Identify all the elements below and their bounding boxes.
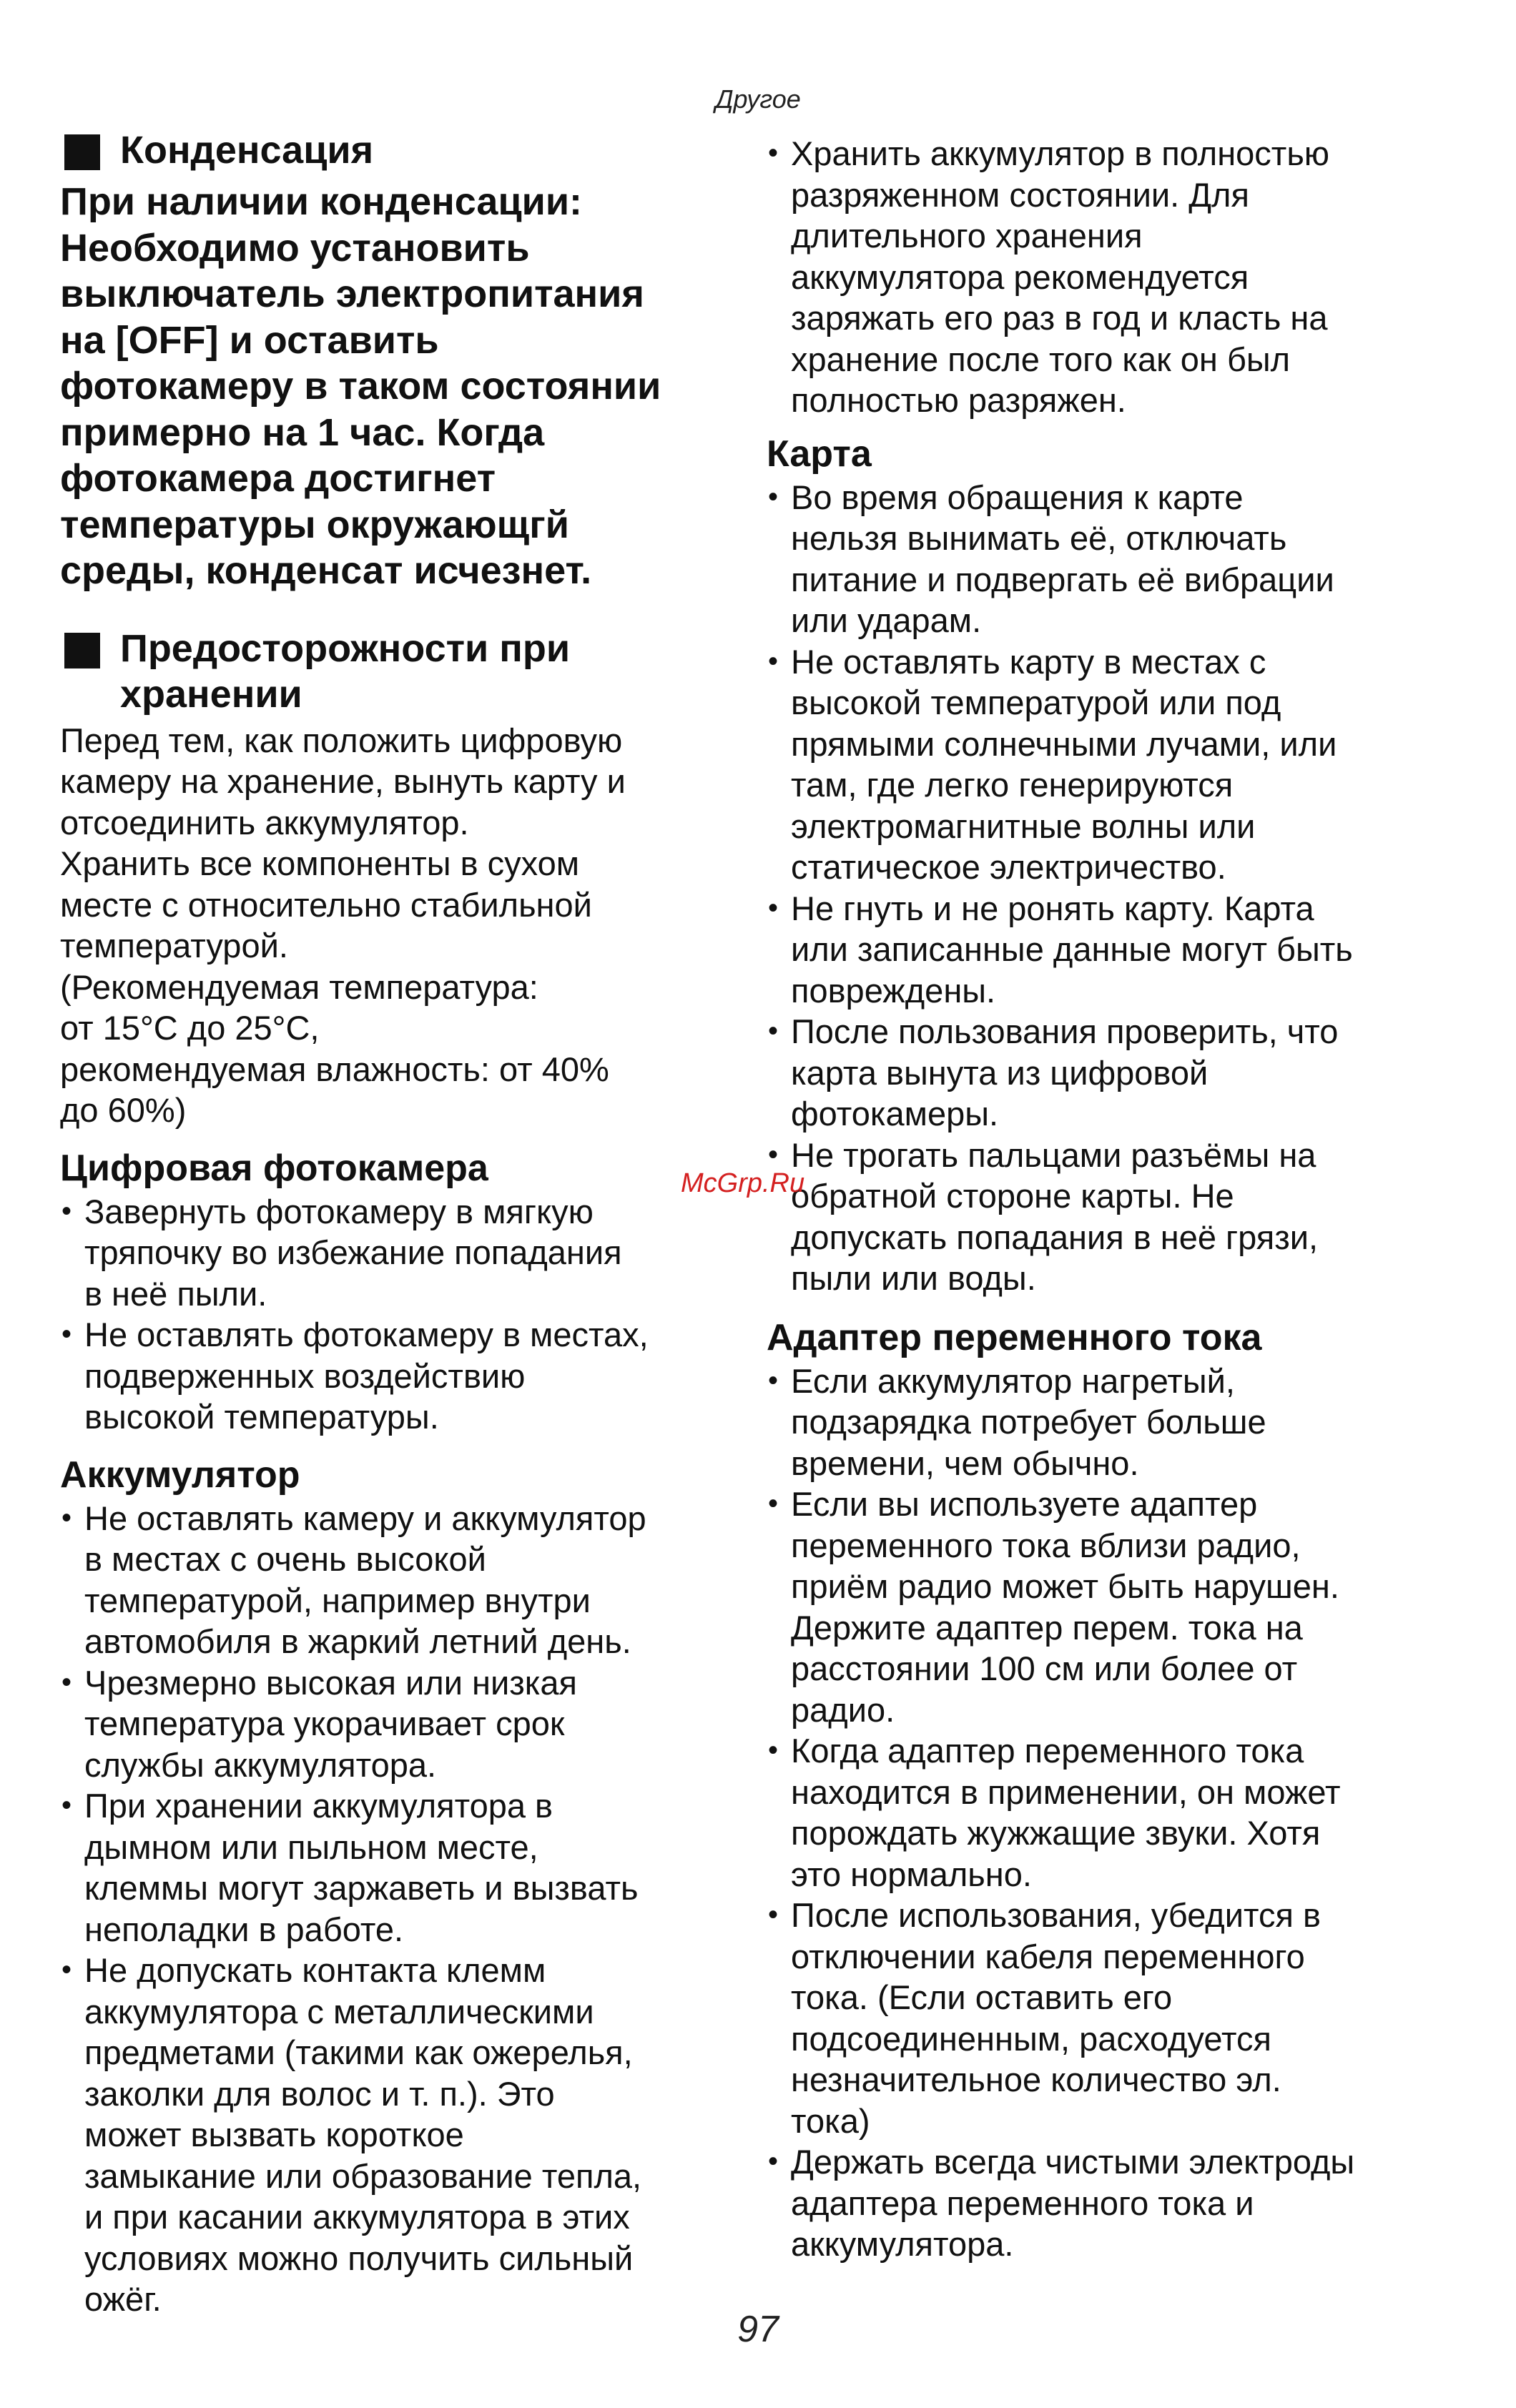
card-heading: Карта: [767, 433, 872, 475]
camera-list: [60, 1191, 739, 1438]
list-item: • Не оставлять камеру и аккумулятор в местах с очень высокой температурой, например внутри автомобиля в жаркий летний день.: [61, 1499, 646, 1660]
battery-list: [60, 1498, 739, 2320]
list-item: • Если аккумулятор нагретый, подзарядка потребует больше времени, чем обычно.: [768, 1361, 1266, 1482]
condensation-text: При наличии конденсации: Необходимо установить выключатель электропитания на [OFF] и оставить фотокамеру в таком состоянии примерно на 1 час. Когда фотокамера достигнет температуры окружающгй среды, конденсат исчезнет.: [60, 180, 661, 592]
list-item: • Держать всегда чистыми электроды адаптера переменного тока и аккумулятора.: [768, 2143, 1355, 2263]
condensation-heading: [60, 127, 739, 173]
list-item: • Чрезмерно высокая или низкая температура укорачивает срок службы аккумулятора.: [61, 1663, 577, 1784]
list-item: • Не трогать пальцами разъёмы на обратной стороне карты. Не допускать попадания в неё грязи, пыли или воды.: [768, 1135, 1319, 1297]
list-item: • Когда адаптер переменного тока находится в применении, он может порождать жужжащие звуки. Хотя это нормально.: [768, 1732, 1341, 1893]
list-item: • Не оставлять карту в местах с высокой температурой или под прямыми солнечными лучами, или там, где легко генерируются электромагнитные волны или статическое электричество.: [768, 642, 1337, 886]
right-column: [767, 133, 1453, 2265]
battery-continued-list: [767, 133, 1453, 421]
battery-heading: Аккумулятор: [60, 1454, 300, 1496]
list-item: • Хранить аккумулятор в полностью разряженном состоянии. Для длительного хранения аккумулятора рекомендуется заряжать его раз в год и класть на хранение после того как он был полностью разряжен.: [768, 134, 1330, 419]
watermark: McGrp.Ru: [681, 1168, 805, 1198]
list-item: • Не гнуть и не ронять карту. Карта или записанные данные могут быть повреждены.: [768, 889, 1353, 1010]
storage-title-line1: Предосторожности при: [120, 626, 571, 670]
list-item: • Во время обращения к карте нельзя вынимать её, отключать питание и подвергать её вибрации или ударам.: [768, 478, 1334, 639]
section-header: Другое: [715, 84, 801, 114]
adapter-heading: Адаптер переменного тока: [767, 1316, 1262, 1358]
storage-title-line2: хранении: [120, 672, 302, 716]
left-column: [60, 127, 739, 2320]
storage-text: Перед тем, как положить цифровую камеру на хранение, вынуть карту и отсоединить аккумулятор. Хранить все компоненты в сухом месте с относительно стабильной температурой. (Рекомендуемая температура: от 15°C до 25°C, рекомендуемая влажность: от 40% до 60%): [60, 721, 626, 1129]
square-bullet-icon: [64, 633, 100, 668]
storage-heading: [60, 626, 739, 717]
list-item: • Не допускать контакта клемм аккумулятора с металлическими предметами (такими как ожерелья, заколки для волос и т. п.). Это может вызвать короткое замыкание или образование тепла, и при касании аккумулятора в этих условиях можно получить сильный ожёг.: [61, 1951, 642, 2318]
list-item: • Завернуть фотокамеру в мягкую тряпочку во избежание попадания в неё пыли.: [61, 1192, 622, 1313]
list-item: • Если вы используете адаптер переменного тока вблизи радио, приём радио может быть нарушен. Держите адаптер перем. тока на расстоянии 100 см или более от радио.: [768, 1485, 1339, 1729]
condensation-title: Конденсация: [120, 129, 374, 172]
list-item: • После использования, убедится в отключении кабеля переменного тока. (Если оставить его подсоединенным, расходуется незначительное количество эл. тока): [768, 1896, 1321, 2140]
square-bullet-icon: [64, 134, 100, 170]
list-item: • При хранении аккумулятора в дымном или пыльном месте, клеммы могут заржаветь и вызвать неполадки в работе.: [61, 1787, 639, 1948]
camera-heading: Цифровая фотокамера: [60, 1147, 488, 1189]
card-list: [767, 477, 1453, 1299]
list-item: • После пользования проверить, что карта вынута из цифровой фотокамеры.: [768, 1012, 1339, 1133]
page-number: 97: [737, 2309, 779, 2350]
list-item: • Не оставлять фотокамеру в местах, подверженных воздействию высокой температуры.: [61, 1316, 649, 1436]
adapter-list: [767, 1361, 1453, 2265]
